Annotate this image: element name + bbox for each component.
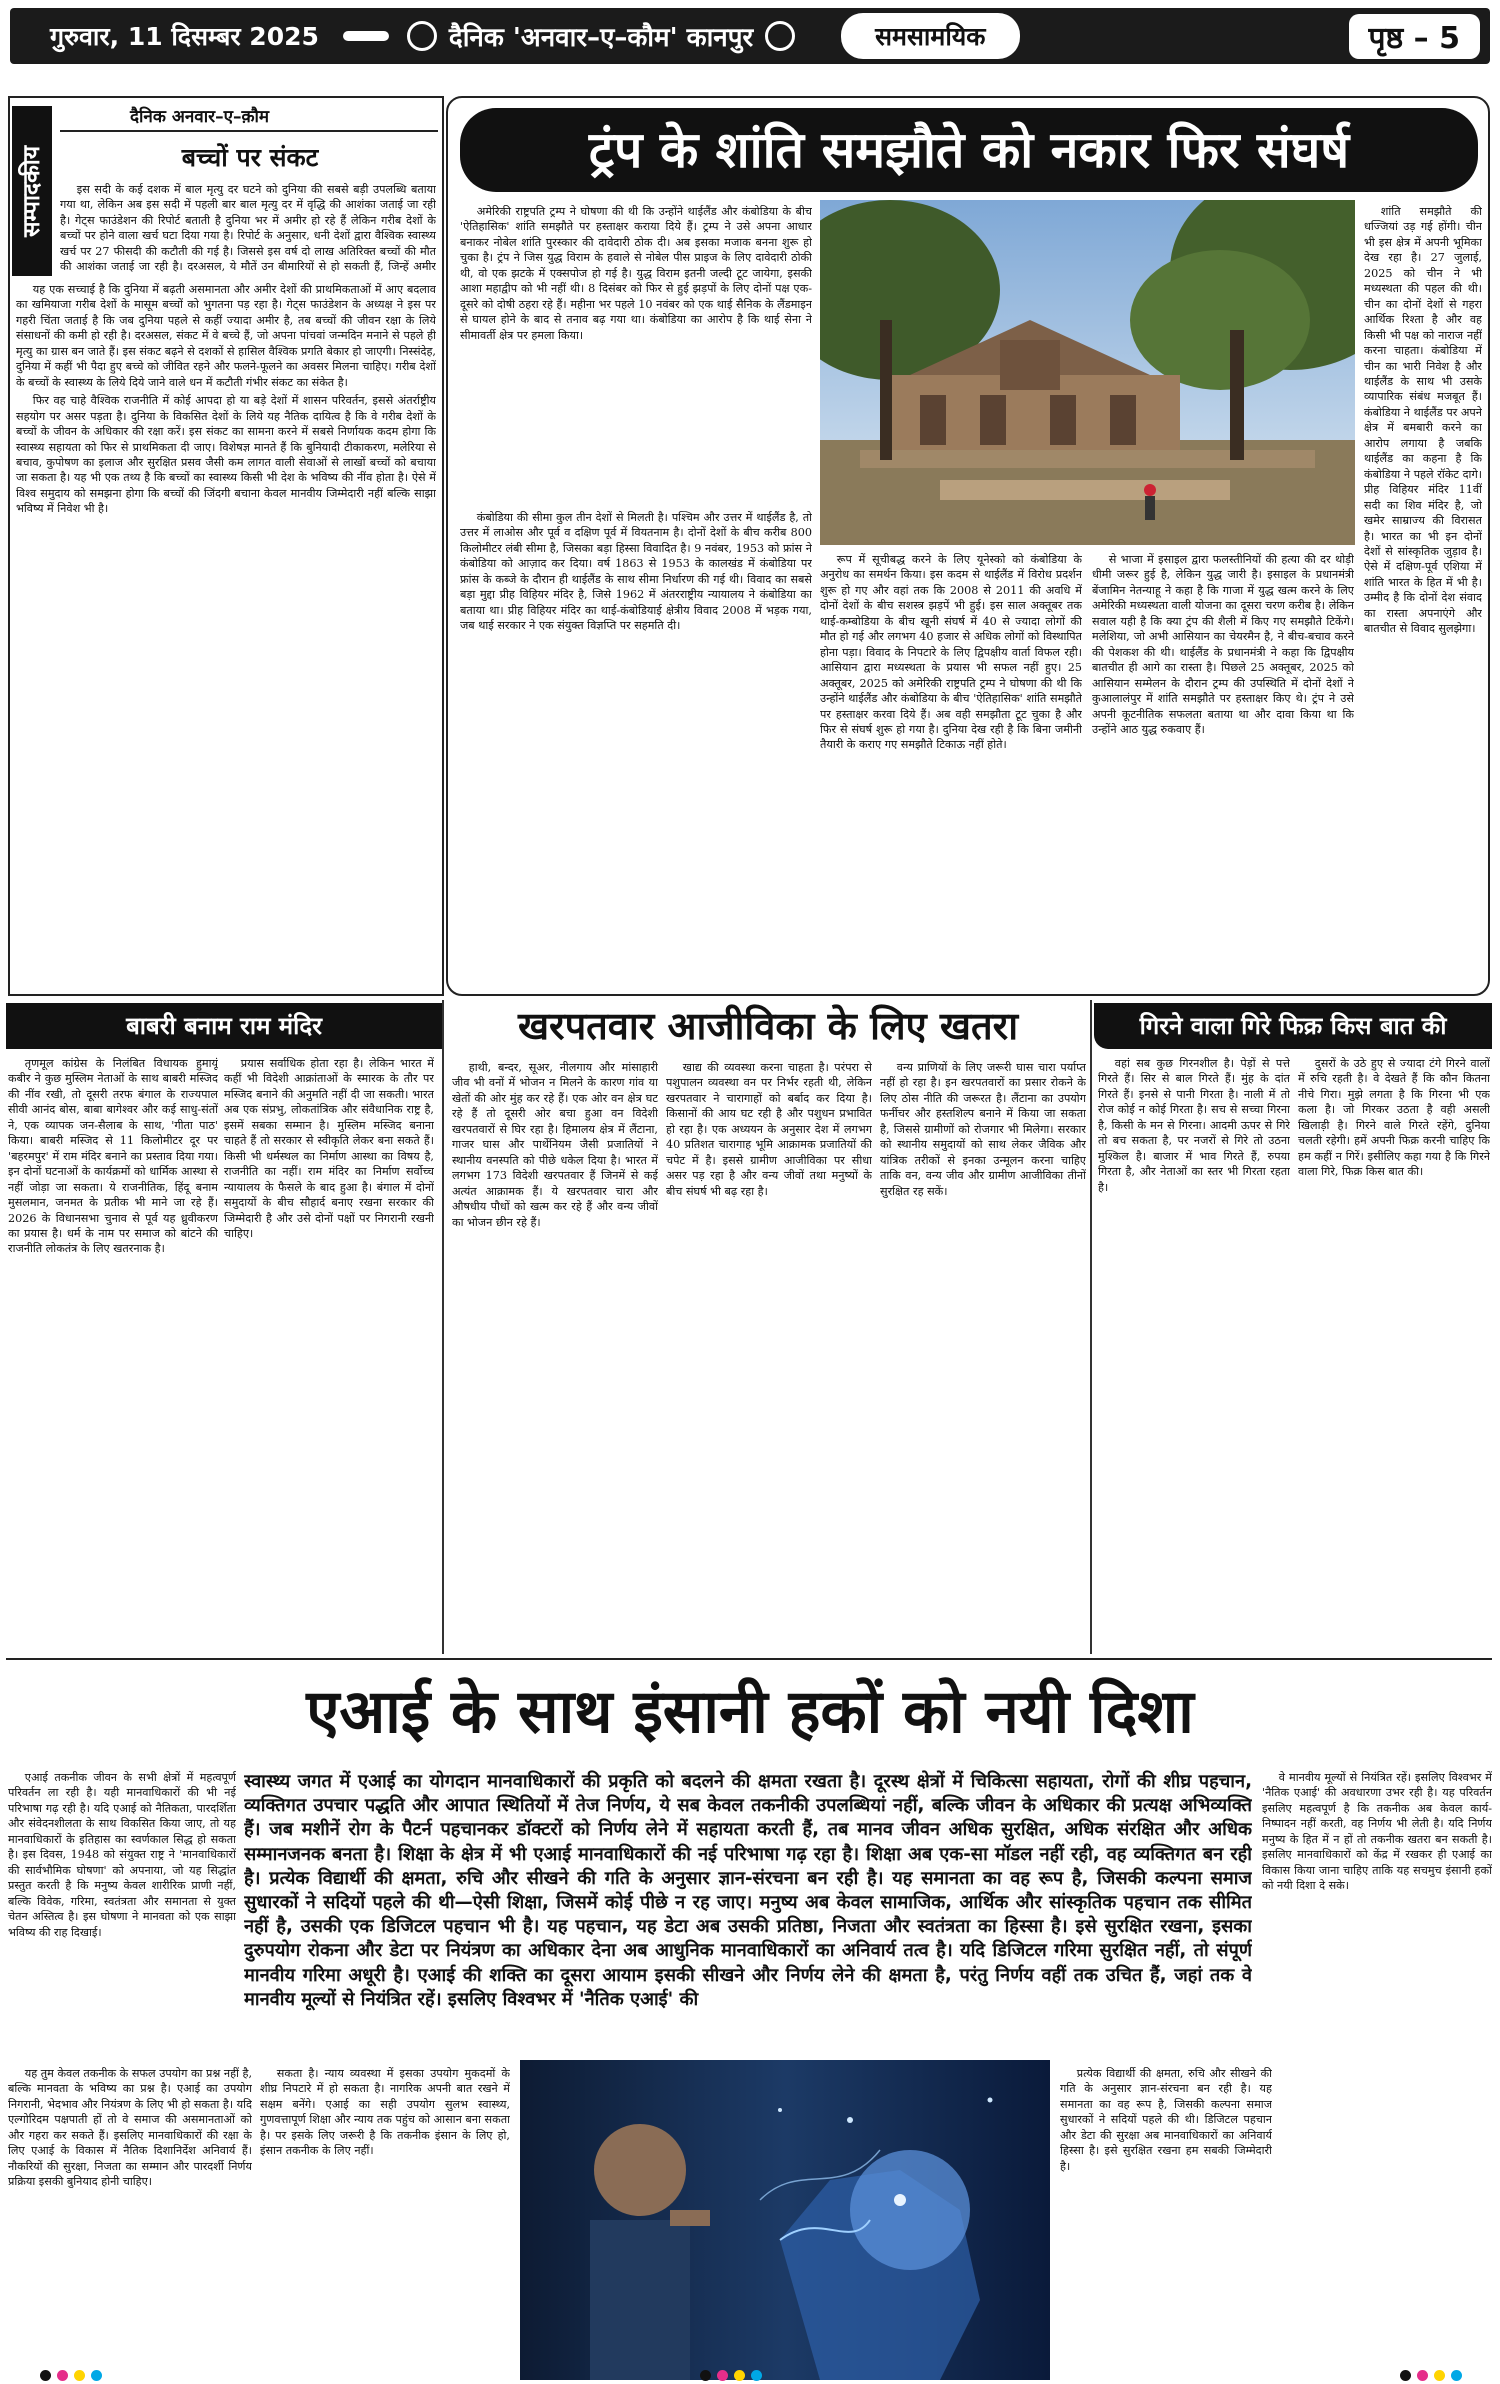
ai-column-2 (260, 2066, 510, 2366)
lead-paragraph: अमेरिकी राष्ट्रपति ट्रम्प ने घोषणा की थी कि उन्होंने थाईलैंड और कंबोडिया के बीच 'ऐतिहासिक' शांति समझौते पर हस्ताक्षर कराया दिये हैं। ट्रम्प ने उसे अपना आधार बनाकर नोबेल शांति पुरस्कार की दावेदारी ठोक दी। अब इसका मजाक बनना शुरू हो चुका है। ट्रंप ने जिस युद्ध विराम के हवाले से नोबेल पीस प्राइज के लिए दावेदारी ठोकी थी, वो एक झटके में एक्सपोज हो गई है। युद्ध विराम इतनी जल्दी टूट जायेगा, इसकी आशा महाद्वीप को भी नहीं थी। 8 दिसंबर को फिर से हुई झड़पों के लिए दोनों पक्ष एक-दूसरे को दोषी ठहरा रहे हैं। महीना भर पहले 10 नवंबर को एक थाई सैनिक के लैंडमाइन से घायल होने के बाद से तनाव बढ़ गया था। कंबोडिया का आरोप है कि थाई सेना ने सीमावर्ती क्षेत्र पर हमला किया। (460, 205, 812, 342)
registration-dot (91, 2370, 102, 2381)
girne-column-1 (1098, 1056, 1290, 1652)
lead-paragraph: कंबोडिया की सीमा कुल तीन देशों से मिलती है। पश्चिम और उत्तर में थाईलैंड है, तो उत्तर में लाओस और पूर्व व दक्षिण पूर्व में वियतनाम है। दोनों देशों के बीच करीब 800 किलोमीटर लंबी सीमा है, जिसका बड़ा हिस्सा विवादित है। 9 नवंबर, 1953 को फ्रांस ने कंबोडिया को आज़ाद कर दिया। वर्ष 1863 से 1953 के कालखंड में कंबोडिया पर फ्रांस के कब्जे के दौरान ही थाईलैंड के साथ सीमा निर्धारण की गई थी। विवाद का सबसे बड़ा मुद्दा प्रीह विहियर मंदिर है, जिसे 1962 में अंतरराष्ट्रीय न्यायालय ने कंबोडिया का बताया था। प्रीह विहियर मंदिर का थाई-कंबोडियाई क्षेत्रीय विवाद 2008 में भड़क गया, जब थाई सरकार ने एक संयुक्त विज्ञप्ति पर सहमति दी। (460, 511, 812, 633)
babri-paragraph: प्रयास सर्वाधिक होता रहा है। लेकिन भारत में कहीं भी विदेशी आक्रांताओं के स्मारक के तौर पर मस्जिद बनाने की अनुमति नहीं दी जा सकती। भारत अब एक संप्रभु, लोकतांत्रिक और संवैधानिक राष्ट्र है, इसमें सबका सम्मान है। मुस्लिम मस्जिद बनाना चाहते हैं तो सरकार से स्वीकृति लेकर बना सकते हैं। किसी भी धर्मस्थल का निर्माण आस्था का विषय है, राजनीति का नहीं। राम मंदिर का निर्माण सर्वोच्च न्यायालय के फैसले के बाद हुआ है। बंगाल में दोनों समुदायों के बीच सौहार्द बनाए रखना सरकार की जिम्मेदारी है और उसे दोनों पक्षों पर निगरानी रखनी चाहिए। (224, 1057, 434, 1240)
lead-column-2 (460, 510, 812, 988)
lead-column-5 (1364, 204, 1482, 988)
babri-column-1 (8, 1056, 218, 1652)
editorial-text (16, 282, 436, 990)
kharpatwar-paragraph: खाद्य की व्यवस्था करना चाहता है। परंपरा से पशुपालन व्यवस्था वन पर निर्भर रहती थी, लेकिन खरपतवार ने चारागाहों को बर्बाद कर दिया है। किसानों की आय घट रही है और पशुधन प्रभावित हो रहा है। एक अध्ययन के अनुसार देश में लगभग 40 प्रतिशत चारागाह भूमि आक्रामक प्रजातियों की चपेट में है। इससे ग्रामीण आजीविका पर सीधा असर पड़ रहा है और वन्य जीवों तथा मनुष्यों के बीच संघर्ष भी बढ़ रहा है। (666, 1061, 872, 1198)
kharpatwar-column-3 (880, 1060, 1086, 1652)
registration-dot (717, 2370, 728, 2381)
kharpatwar-column-2 (666, 1060, 872, 1652)
section-badge: समसामयिक (841, 13, 1019, 59)
girne-paragraph: दुसरों के उठे हुए से ज्यादा टंगे गिरने वालों में रुचि रहती है। वे देखते हैं कि कौन कितना नीचे गिरा। मुझे लगता है कि गिरना भी एक कला है। जो गिरकर उठता है वही असली खिलाड़ी है। गिरने वाले गिरते रहेंगे, दुनिया चलती रहेगी। हमें अपनी फिक्र करनी चाहिए कि हम कहीं न गिरें। इसीलिए कहा गया है कि गिरने वाला गिरे, फिक्र किस बात की। (1298, 1057, 1490, 1179)
kharpatwar-column-1 (452, 1060, 658, 1652)
circle-ornament-icon (407, 21, 437, 51)
lead-paragraph: से भाजा में इसाइल द्वारा फलस्तीनियों की हत्या की दर थोड़ी धीमी जरूर हुई है, लेकिन युद्ध जारी है। इसाइल के प्रधानमंत्री बेंजामिन नेतन्याहू ने कहा है कि गाजा में युद्ध खत्म करने के लिए अमेरिकी मध्यस्थता वाली योजना का दूसरा चरण करीब है। लेकिन सवाल यही है कि क्या ट्रंप की शैली में किए गए समझौते टिकेंगे। मलेशिया, जो अभी आसियान का चेयरमैन है, ने बीच-बचाव करने की पेशकश की थी। थाईलैंड के प्रधानमंत्री ने कहा कि द्विपक्षीय बातचीत ही आगे का रास्ता है। पिछले 25 अक्तूबर, 2025 को आसियान सम्मेलन के दौरान ट्रम्प की उपस्थिति में दोनों देशों ने कुआलालंपुर में शांति समझौते पर हस्ताक्षर किए थे। ट्रंप ने उसे अपनी कूटनीतिक सफलता बताया था और दावा किया था कि उन्होंने आठ युद्ध रुकवाए हैं। (1092, 553, 1354, 736)
editorial-paragraph: फिर वह चाहे वैश्विक राजनीति में कोई आपदा हो या बड़े देशों में शासन परिवर्तन, इससे अंतर्राष्ट्रीय सहयोग पर असर पड़ता है। दुनिया के विकसित देशों के लिये यह नैतिक दायित्व है कि वे गरीब देशों के बच्चों के जीवन के अधिकार की रक्षा करें। इस संकट का सामना करने में सबसे निर्णायक कदम होगा कि स्वास्थ्य सहायता को फिर से प्राथमिकता दी जाए। विशेषज्ञ मानते हैं कि बुनियादी टीकाकरण, मलेरिया से बचाव, कुपोषण का इलाज और सुरक्षित प्रसव जैसी कम लागत वाली सेवाओं से लाखों बच्चों को बचाया जा सकता है। यह भी एक तथ्य है कि बच्चों का स्वास्थ्य किसी भी देश के भविष्य की नींव होता है। ऐसे में विश्व समुदाय को समझना होगा कि बच्चों की जिंदगी बचाना केवल मानवीय जिम्मेदारी नहीं बल्कि साझा भविष्य में निवेश भी है। (16, 394, 436, 516)
kharpatwar-paragraph: वन्य प्राणियों के लिए जरूरी घास चारा पर्याप्त नहीं हो रहा है। इन खरपतवारों का प्रसार रोकने के लिए ठोस नीति की जरूरत है। लैंटाना का उपयोग फर्नीचर और हस्तशिल्प बनाने में किया जा सकता है, जिससे ग्रामीणों को रोजगार भी मिलेगा। सरकार को स्थानीय समुदायों को साथ लेकर जैविक और यांत्रिक तरीकों से इनका उन्मूलन करना चाहिए ताकि वन, वन्य जीव और ग्रामीण आजीविका तीनों सुरक्षित रह सकें। (880, 1061, 1086, 1198)
lead-paragraph: शांति समझौते की धज्जियां उड़ गई होंगी। चीन भी इस क्षेत्र में अपनी भूमिका देख रहा है। 27 जुलाई, 2025 को चीन ने भी मध्यस्थता की पहल की थी। चीन का दोनों देशों से गहरा आर्थिक रिश्ता है और वह किसी भी पक्ष को नाराज नहीं करना चाहता। कंबोडिया में चीन का भारी निवेश है और थाईलैंड के साथ भी उसके व्यापारिक संबंध मजबूत हैं। कंबोडिया ने थाईलैंड पर अपने क्षेत्र में बमबारी करने का आरोप लगाया है जबकि थाईलैंड का कहना है कि कंबोडिया ने पहले रॉकेट दागे। प्रीह विहियर मंदिर 11वीं सदी का शिव मंदिर है, जो खमेर साम्राज्य की विरासत है। भारत का भी इन दोनों देशों से सांस्कृतिक जुड़ाव है। ऐसे में दक्षिण-पूर्व एशिया में शांति भारत के हित में भी है। उम्मीद है कि दोनों देश संवाद का रास्ता अपनाएंगे और बातचीत से विवाद सुलझेगा। (1364, 205, 1482, 636)
ai-paragraph: वे मानवीय मूल्यों से नियंत्रित रहें। इसलिए विश्वभर में 'नैतिक एआई' की अवधारणा उभर रही है। यह परिवर्तन इसलिए महत्वपूर्ण है कि तकनीक अब केवल कार्य-निष्पादन नहीं करती, वह निर्णय भी लेती है। यदि निर्णय मनुष्य के हित में न हों तो तकनीक खतरा बन सकती है। इसलिए मानवाधिकारों को केंद्र में रखकर ही एआई का विकास किया जाना चाहिए ताकि यह सचमुच इंसानी हकों को नयी दिशा दे सके। (1262, 1771, 1492, 1893)
registration-dot (1417, 2370, 1428, 2381)
registration-dot (74, 2370, 85, 2381)
masthead (10, 8, 1490, 64)
section-divider (6, 1658, 1492, 1660)
registration-dot (57, 2370, 68, 2381)
babri-paragraph: तृणमूल कांग्रेस के निलंबित विधायक हुमायूं कबीर ने कुछ मुस्लिम नेताओं के साथ बाबरी मस्जिद की नींव रखी, तो दूसरी तरफ बंगाल के राज्यपाल सीवी आनंद बोस, बाबा बागेश्वर और कई साधु-संतों ने, एक व्यापक जन-सैलाब के साथ, 'गीता पाठ' किया। बाबरी मस्जिद से 11 किलोमीटर दूर पर 'बहरमपुर' में राम मंदिर बनाने का प्रस्ताव दिया गया। इन दोनों घटनाओं के कार्यक्रमों को धार्मिक आस्था से नहीं जोड़ा जा सकता। ये राजनीतिक, हिंदू बनाम मुसलमान, जनमत के प्रतीक भी माने जा रहे हैं। 2026 के विधानसभा चुनाव से पूर्व यह ध्रुवीकरण का प्रयास है। धर्म के नाम पर समाज को बांटने की राजनीति लोकतंत्र के लिए खतरनाक है। (8, 1057, 218, 1256)
newspaper-name: दैनिक 'अनवार–ए–कौम' कानपुर (448, 23, 754, 53)
lead-column-1 (460, 204, 812, 504)
page-number: पृष्ठ – 5 (1349, 14, 1480, 59)
ai-column-1-top (8, 1770, 236, 2060)
newspaper-name-block (407, 18, 795, 54)
ai-column-3 (1060, 2066, 1272, 2366)
babri-column-2 (224, 1056, 434, 1652)
lead-story-headline: ट्रंप के शांति समझौते को नकार फिर संघर्ष (460, 108, 1478, 192)
ai-robot-image (520, 2060, 1050, 2380)
girne-headline: गिरने वाला गिरे फिक्र किस बात की (1094, 1003, 1492, 1049)
lead-paragraph: रूप में सूचीबद्ध करने के लिए यूनेस्को को कंबोडिया के अनुरोध का समर्थन किया। इस कदम से थाईलैंड में विरोध प्रदर्शन शुरू हो गए और वहां तक कि 2008 से 2011 की अवधि में दोनों देशों के बीच सशस्त्र झड़पें भी हुई। इस साल अक्तूबर तक थाई-कम्बोडिया के बीच खूनी संघर्ष में 40 से ज्यादा लोगों की मौत हो गई और लगभग 40 हजार से अधिक लोगों को विस्थापित होना पड़ा। विवाद के निपटारे के लिए द्विपक्षीय वार्ता विफल रही। आसियान द्वारा मध्यस्थता के प्रयास भी सफल नहीं हुए। 25 अक्तूबर, 2025 को अमेरिकी राष्ट्रपति ट्रम्प ने घोषणा की थी कि उन्होंने थाईलैंड और कंबोडिया के बीच 'ऐतिहासिक' शांति समझौते पर हस्ताक्षर करवा दिये हैं। अब वही समझौता टूट चुका है और फिर से संघर्ष शुरू हो गया है। दुनिया देख रही है कि बिना जमीनी तैयारी के कराए गए समझौते टिकाऊ नहीं होते। (820, 553, 1082, 752)
ai-story-headline: एआई के साथ इंसानी हकों को नयी दिशा (306, 1677, 1194, 1747)
registration-dot (40, 2370, 51, 2381)
ai-column-1-bottom (8, 2066, 252, 2366)
lead-column-4 (1092, 552, 1354, 988)
editorial-paper-name: दैनिक अनवार–ए–क़ौम (130, 107, 270, 127)
temple-photo (820, 200, 1355, 545)
circle-ornament-icon (765, 21, 795, 51)
editorial-rule (60, 130, 438, 132)
girne-paragraph: वहां सब कुछ गिरनशील है। पेड़ों से पत्ते गिरते हैं। सिर से बाल गिरते हैं। मुंह के दांत गिरते हैं। इनसे से पानी गिरता है। नाली में तो रोज कोई न कोई गिरता है। सच से सच्चा गिरना है, किसी के मन से गिरना। आदमी ऊपर से गिरे तो बच सकता है, पर नजरों से गिरे तो उठना मुश्किल है। बाजार में भाव गिरते हैं, रुपया गिरता है, और नेताओं का स्तर भी गिरता रहता है। (1098, 1057, 1290, 1194)
editorial-label: सम्पादकीय (12, 106, 52, 276)
ai-story-lede: स्वास्थ्य जगत में एआई का योगदान मानवाधिकारों की प्रकृति को बदलने की क्षमता रखता है। दूरस्थ क्षेत्रों में चिकित्सा सहायता, रोगों की शीघ्र पहचान, व्यक्तिगत उपचार पद्धति और आपात स्थितियों में तेज निर्णय, ये सब केवल तकनीकी उपलब्धियां नहीं, बल्कि जीवन के अधिकार की प्रत्यक्ष अभिव्यक्ति हैं। जब मशीनें रोग के पैटर्न पहचानकर डॉक्टरों को निर्णय लेने में सहायता करती हैं, तब मानव जीवन अधिक सुरक्षित, अधिक संरक्षित और अधिक सम्मानजनक बनता है। शिक्षा के क्षेत्र में भी एआई मानवाधिकारों की नई परिभाषा गढ़ रहा है। शिक्षा अब एक-सा मॉडल नहीं रही, वह व्यक्तिगत बन रही है। प्रत्येक विद्यार्थी की क्षमता, रुचि और सीखने की गति के अनुसार ज्ञान-संरचना बन रही है। यह समानता का वह रूप है, जिसकी कल्पना समाज सुधारकों ने सदियों पहले की थी—ऐसी शिक्षा, जिसमें कोई पीछे न रह जाए। मनुष्य अब केवल सामाजिक, आर्थिक और सांस्कृतिक पहचान तक सीमित नहीं है, उसकी एक डिजिटल पहचान भी है। यह पहचान, यह डेटा अब उसकी प्रतिष्ठा, निजता और स्वतंत्रता का हिस्सा है। इसे सुरक्षित रखना, इसका दुरुपयोग रोकना और डेटा पर नियंत्रण का अधिकार देना अब आधुनिक मानवाधिकारों का अनिवार्य तत्व है। यदि डिजिटल गरिमा सुरक्षित नहीं, तो संपूर्ण मानवीय गरिमा अधूरी है। एआई की शक्ति का दूसरा आयाम इसकी सीखने और निर्णय लेने की क्षमता है, परंतु निर्णय वहीं तक उचित हैं, जहां तक वे मानवीय मूल्यों से नियंत्रित रहें। इसलिए विश्वभर में 'नैतिक एआई' की (244, 1771, 1252, 2010)
issue-date: गुरुवार, 11 दिसम्बर 2025 (50, 22, 319, 51)
print-dots-center (700, 2370, 762, 2381)
ai-paragraph: सकता है। न्याय व्यवस्था में इसका उपयोग मुकदमों के शीघ्र निपटारे में हो सकता है। नागरिक अपनी बात रखने में सक्षम बनेंगे। एआई का सही उपयोग सुलभ स्वास्थ्य, गुणवत्तापूर्ण शिक्षा और न्याय तक पहुंच को आसान बना सकता है। पर इसके लिए जरूरी है कि तकनीक इंसान के लिए हो, इंसान तकनीक के लिए नहीं। (260, 2067, 510, 2158)
lead-column-3 (820, 552, 1082, 988)
ai-paragraph: प्रत्येक विद्यार्थी की क्षमता, रुचि और सीखने की गति के अनुसार ज्ञान-संरचना बन रही है। यह समानता का वह रूप है, जिसकी कल्पना समाज सुधारकों ने सदियों पहले की थी। डिजिटल पहचान और डेटा की सुरक्षा अब मानवाधिकारों का अनिवार्य हिस्सा है। इसे सुरक्षित रखना हम सबकी जिम्मेदारी है। (1060, 2067, 1272, 2173)
ai-paragraph: एआई तकनीक जीवन के सभी क्षेत्रों में महत्वपूर्ण परिवर्तन ला रही है। यही मानवाधिकारों की भी नई परिभाषा गढ़ रही है। यदि एआई को नैतिकता, पारदर्शिता और संवेदनशीलता के साथ विकसित किया जाए, तो यह मानवाधिकारों के इतिहास का स्वर्णकाल सिद्ध हो सकता है। इस दिवस, 1948 को संयुक्त राष्ट्र ने 'मानवाधिकारों की सार्वभौमिक घोषणा' को अपनाया, जो यह सिद्धांत प्रस्तुत करती है कि मनुष्य केवल शारीरिक प्राणी नहीं, बल्कि विवेक, गरिमा, स्वतंत्रता और समानता से युक्त चेतन अस्तित्व है। इस घोषणा ने मानवता को एक साझा भविष्य की राह दिखाई। (8, 1771, 236, 1939)
ai-paragraph: यह तुम केवल तकनीक के सफल उपयोग का प्रश्न नहीं है, बल्कि मानवता के भविष्य का प्रश्न है। एआई का उपयोग निगरानी, भेदभाव और नियंत्रण के लिए भी हो सकता है। यदि एल्गोरिदम पक्षपाती हों तो वे समाज की असमानताओं को और गहरा कर सकते हैं। इसलिए मानवाधिकारों की रक्षा के लिए एआई के विकास में नैतिक दिशानिर्देश अनिवार्य हैं। नौकरियों की सुरक्षा, निजता का सम्मान और पारदर्शी निर्णय प्रक्रिया इसकी बुनियाद होनी चाहिए। (8, 2067, 252, 2189)
masthead-rule (343, 31, 389, 41)
human-robot-illustration (520, 2060, 1050, 2380)
registration-dot (700, 2370, 711, 2381)
registration-dot (1434, 2370, 1445, 2381)
column-divider (1090, 1000, 1092, 1654)
girne-column-2 (1298, 1056, 1490, 1652)
editorial-paragraph: इस सदी के कई दशक में बाल मृत्यु दर घटने को दुनिया की सबसे बड़ी उपलब्धि बताया गया था, लेकिन अब इस सदी में पहली बार बाल मृत्यु दर में वृद्धि की आशंका जताई जा रही है। गेट्स फाउंडेशन की रिपोर्ट बताती है दुनिया भर में अमीर हो रहे हैं लेकिन गरीब देशों के बच्चों पर होने वाला खर्च घटा दिया गया है। रिपोर्ट के अनुसार, धनी देशों द्वारा वैश्विक स्वास्थ्य खर्च पर 27 फीसदी की कटौती की गई है। जिससे इस वर्ष दो लाख अतिरिक्त बच्चों की मौत की आशंका जताई जा रही है। दरअसल, ये मौतें उन बीमारियों से हो सकती हैं, जिन्हें अमीर (60, 183, 436, 274)
ai-column-4 (1262, 1770, 1492, 2366)
editorial-text-top (60, 182, 436, 276)
editorial-paragraph: यह एक सच्चाई है कि दुनिया में बढ़ती असमानता और अमीर देशों की प्राथमिकताओं में आए बदलाव का खमियाजा गरीब देशों के मासूम बच्चों को भुगतना पड़ रहा है। गेट्स फाउंडेशन के अध्यक्ष ने इस पर गहरी चिंता जताई है कि जब दुनिया पहले से कहीं ज्यादा अमीर है, तब बच्चों की जीवन रक्षा के लिये संसाधनों की कमी हो रही है। दरअसल, संकट में वे बच्चे हैं, जो अपना पांचवां जन्मदिन मनाने से पहले ही मृत्यु का ग्रास बन जाते हैं। इस संकट बढ़ने से दशकों से हासिल वैश्विक प्रगति बेकार हो जाएगी। निस्संदेह, दुनिया में कहीं भी पैदा हुए बच्चे को जीवित रहने और फलने-फूलने का अवसर मिलना चाहिए। गरीब देशों के बच्चों के स्वास्थ्य के लिये दिये जाने वाले धन में कटौती गंभीर संकट का संकेत है। (16, 283, 436, 389)
temple-ruins-image (820, 200, 1355, 545)
kharpatwar-paragraph: हाथी, बन्दर, सूअर, नीलगाय और मांसाहारी जीव भी वनों में भोजन न मिलने के कारण गांव या खेतों की ओर मुंह कर रहे हैं। एक ओर वन क्षेत्र घट रहे हैं तो दूसरी ओर बचा हुआ वन विदेशी खरपतवारों से घिर रहा है। हिमालय क्षेत्र में लैंटाना, गाजर घास और पार्थेनियम जैसी प्रजातियों ने स्थानीय वनस्पति को पीछे धकेल दिया है। भारत में लगभग 173 विदेशी खरपतवार हैं जिनमें से कई अत्यंत आक्रामक हैं। ये खरपतवार चारा और औषधीय पौधों को खत्म कर रहे हैं और वन्य जीवों का भोजन छीन रहे हैं। (452, 1061, 658, 1229)
print-dots-left (40, 2370, 102, 2381)
registration-dot (751, 2370, 762, 2381)
babri-headline: बाबरी बनाम राम मंदिर (6, 1003, 442, 1049)
kharpatwar-headline: खरपतवार आजीविका के लिए खतरा (517, 1004, 1019, 1048)
print-dots-right (1400, 2370, 1462, 2381)
registration-dot (734, 2370, 745, 2381)
editorial-title: बच्चों पर संकट (181, 143, 319, 172)
column-divider (442, 1000, 444, 1654)
registration-dot (1400, 2370, 1411, 2381)
registration-dot (1451, 2370, 1462, 2381)
